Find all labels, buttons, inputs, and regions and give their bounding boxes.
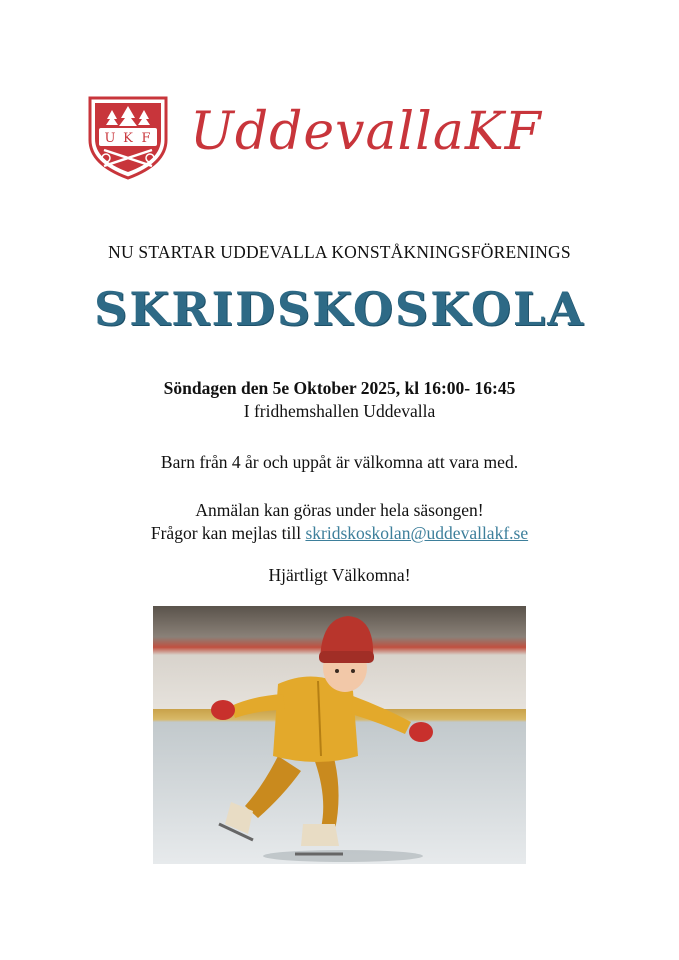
event-date: Söndagen den 5e Oktober 2025, kl 16:00- 16:45 <box>163 378 516 398</box>
club-logo <box>82 88 582 180</box>
age-info: Barn från 4 år och uppåt är välkomna att vara med. <box>160 452 519 472</box>
contact-line <box>0 523 679 544</box>
skating-child-photo <box>153 606 526 864</box>
crest-letter: K <box>123 131 133 146</box>
crest-letter: F <box>141 131 151 146</box>
email-link[interactable]: skridskoskolan@uddevallakf.se <box>305 523 529 543</box>
contact-prefix: Frågor kan mejlas till <box>150 523 306 543</box>
event-venue: I fridhemshallen Uddevalla <box>243 401 436 421</box>
page-title: SKRIDSKOSKOLA <box>94 282 585 336</box>
club-crest-icon <box>82 88 174 180</box>
welcome-text: Hjärtligt Välkomna! <box>268 565 411 585</box>
signup-info: Anmälan kan göras under hela säsongen! <box>195 500 484 520</box>
crest-letter: U <box>104 131 116 146</box>
intro-text: NU STARTAR UDDEVALLA KONSTÅKNINGSFÖRENINGS <box>108 242 571 262</box>
club-wordmark: UddevallaKF <box>190 102 542 162</box>
